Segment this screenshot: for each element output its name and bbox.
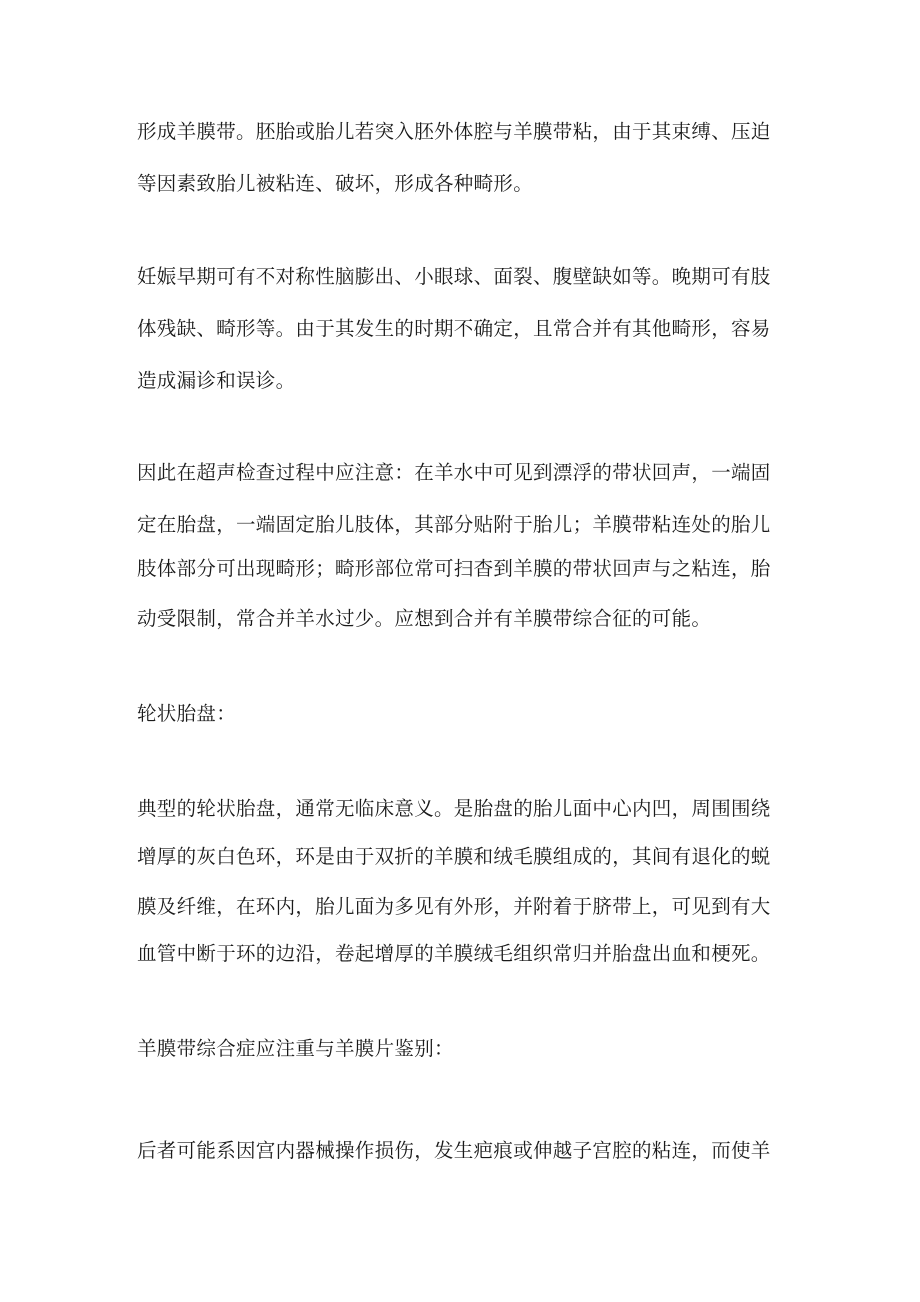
paragraph-7-line-1: 后者可能系因宫内器械操作损伤，发生疤痕或伸越子宫腔的粘连，而使羊 (137, 1139, 771, 1162)
paragraph-5-line-1: 典型的轮状胎盘，通常无临床意义。是胎盘的胎儿面中心内凹，周围围绕 (137, 797, 771, 820)
paragraph-3-line-3: 肢体部分可出现畸形；畸形部位常可扫杳到羊膜的带状回声与之粘连，胎 (137, 557, 771, 580)
paragraph-2-line-1: 妊娠早期可有不对称性脑膨出、小眼球、面裂、腹壁缺如等。晚期可有肢 (137, 265, 771, 288)
paragraph-1-line-2: 等因素致胎儿被粘连、破坏，形成各种畸形。 (137, 172, 534, 195)
paragraph-3-line-2: 定在胎盘，一端固定胎儿肢体，其部分贴附于胎儿；羊膜带粘连处的胎儿 (137, 513, 771, 536)
paragraph-5-line-2: 增厚的灰白色环，环是由于双折的羊膜和绒毛膜组成的，其间有退化的蜕 (137, 845, 771, 868)
paragraph-3-line-4: 动受限制，常合并羊水过少。应想到合并有羊膜带综合征的可能。 (137, 607, 712, 630)
paragraph-5-line-4: 血管中断于环的边沿，卷起增厚的羊膜绒毛组织常归并胎盘出血和梗死。 (137, 942, 771, 965)
placenta-subheading: 轮状胎盘： (137, 702, 237, 725)
paragraph-2-line-2: 体残缺、畸形等。由于其发生的时期不确定，且常合并有其他畸形，容易 (137, 317, 771, 340)
paragraph-5-line-3: 膜及纤维，在环内，胎儿面为多见有外形，并附着于脐带上，可见到有大 (137, 895, 771, 918)
paragraph-1-line-1: 形成羊膜带。胚胎或胎儿若突入胚外体腔与羊膜带粘，由于其束缚、压迫 (137, 120, 771, 143)
paragraph-2-line-3: 造成漏诊和误诊。 (137, 369, 296, 392)
differential-subheading: 羊膜带综合症应注重与羊膜片鉴别： (137, 1037, 454, 1060)
paragraph-3-line-1: 因此在超声检查过程中应注意：在羊水中可见到漂浮的带状回声，一端固 (137, 461, 771, 484)
